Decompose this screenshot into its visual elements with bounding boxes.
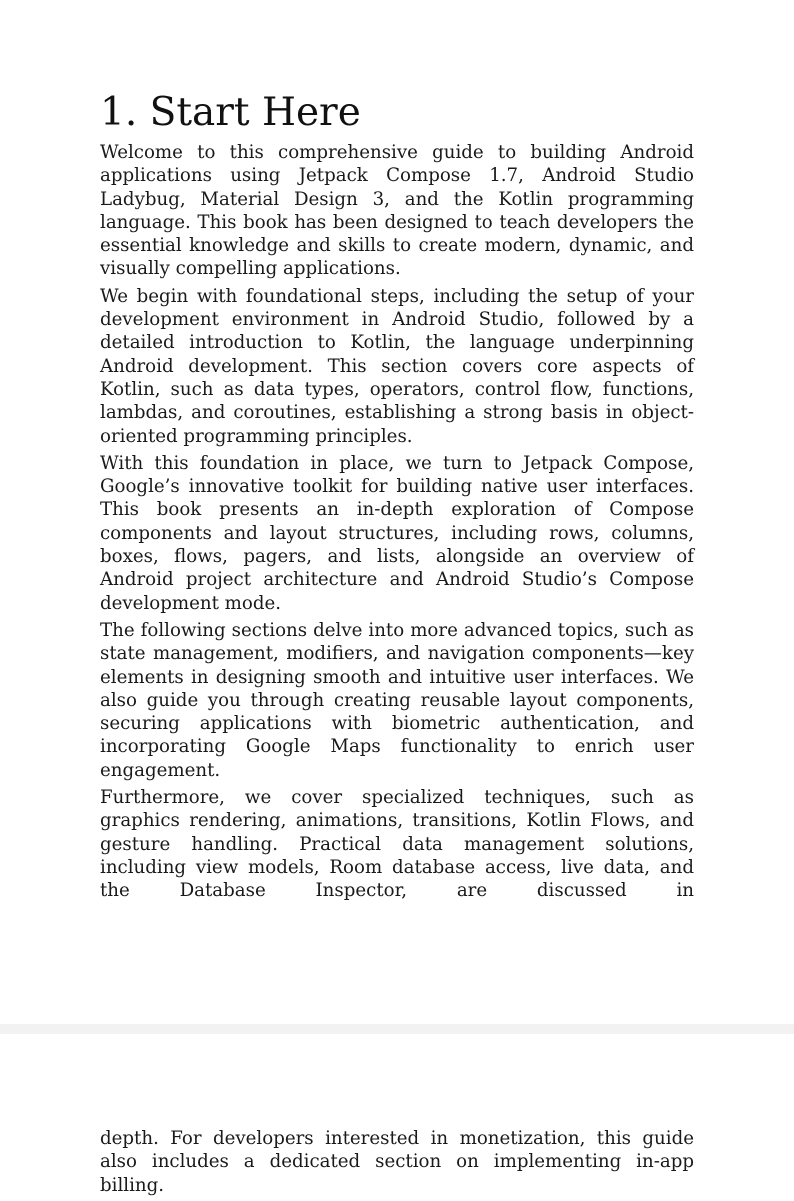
page-1-content [100, 88, 694, 907]
page-2-content [100, 1127, 694, 1201]
page-separator [0, 1024, 794, 1034]
body-paragraph: Welcome to this comprehensive guide to building Android applications using Jetpack Compose 1.7, Android Studio Ladybug, Material Design 3, and the Kotlin programming language. This book has been designed to teach developers the essential knowledge and skills to create modern, dynamic, and visually compelling applications. [100, 142, 694, 280]
page-2 [0, 1034, 794, 1198]
body-paragraph: With this foundation in place, we turn to Jetpack Compose, Google’s innovative toolkit for building native user interfaces. This book presents an in-depth exploration of Compose components and layout structures, including rows, columns, boxes, flows, pagers, and lists, alongside an overview of Android project architecture and Android Studio’s Compose development mode. [100, 452, 694, 614]
chapter-title: 1. Start Here [100, 90, 361, 135]
body-paragraph: The following sections delve into more advanced topics, such as state management, modifiers, and navigation components—key elements in designing smooth and intuitive user interfaces. We also guide you through creating reusable layout components, securing applications with biometric authentication, and incorporating Google Maps functionality to enrich user engagement. [100, 619, 694, 781]
body-paragraph: Furthermore, we cover specialized techniques, such as graphics rendering, animations, transitions, Kotlin Flows, and gesture handling. Practical data management solutions, including view models, Room database access, live data, and the Database Inspector, are discussed in [100, 787, 694, 902]
body-paragraph-continuation: depth. For developers interested in monetization, this guide also includes a dedicated section on implementing in-app billing. [100, 1128, 694, 1196]
body-paragraph: We begin with foundational steps, including the setup of your development environment in Android Studio, followed by a detailed introduction to Kotlin, the language underpinning Android development. This section covers core aspects of Kotlin, such as data types, operators, control flow, functions, lambdas, and coroutines, establishing a strong basis in object-oriented programming principles. [100, 285, 694, 447]
